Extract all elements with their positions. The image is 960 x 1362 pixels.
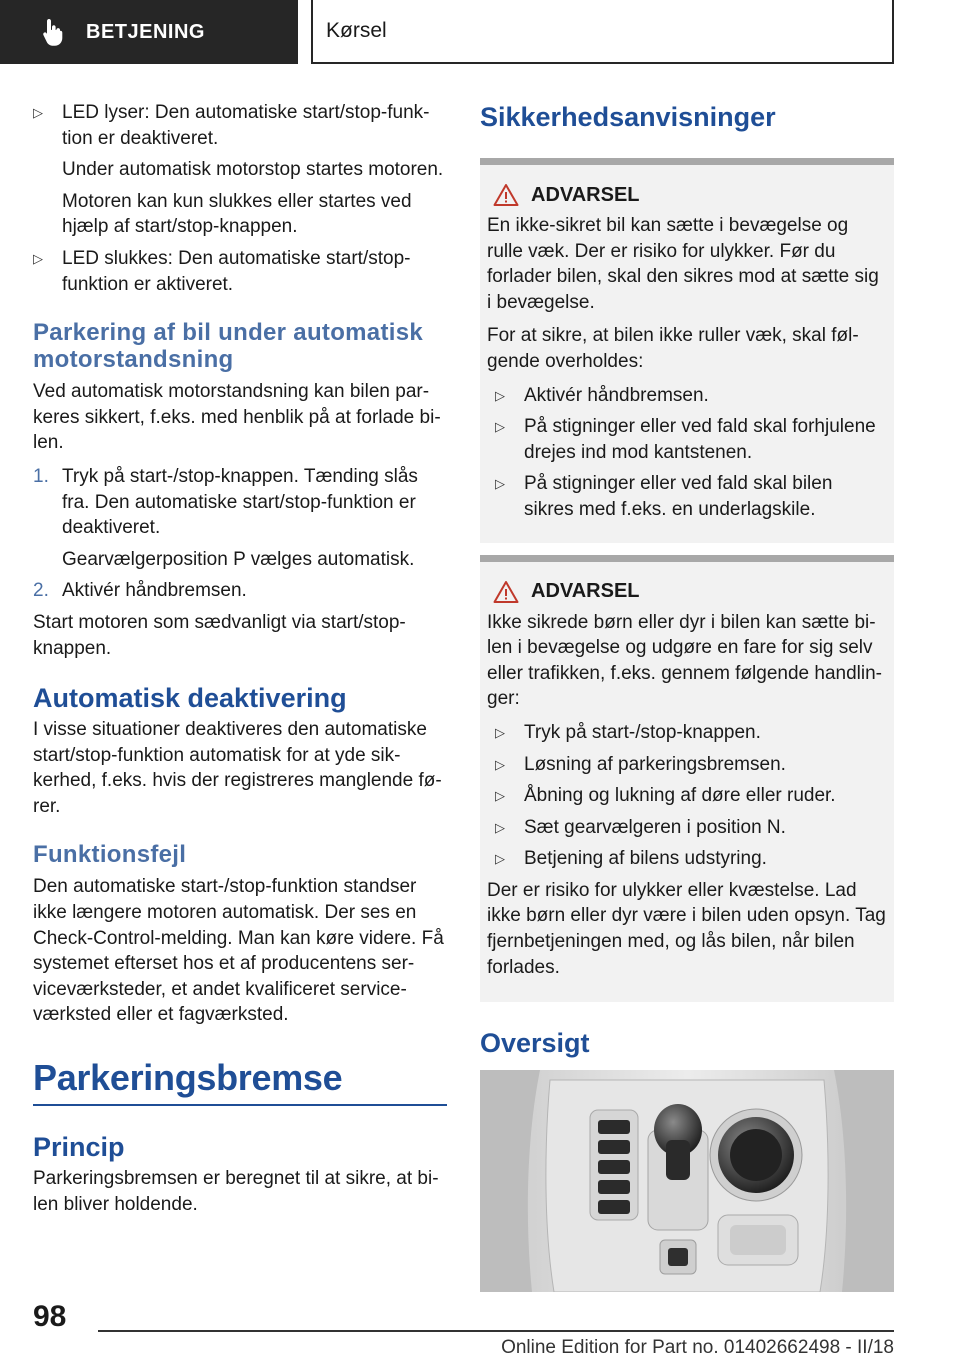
step-subtext: Gearvælgerposition P vælges automatisk. bbox=[62, 548, 415, 570]
step-number: 2. bbox=[33, 580, 49, 602]
triangle-bullet-icon: ▷ bbox=[33, 105, 43, 120]
auto-text: I visse situationer deaktiveres den automatiske start/stop-funktion automatisk for at yde sikkerhed, f.eks. hvis der registreres manglende fører. bbox=[33, 719, 442, 817]
warning-triangle-icon bbox=[493, 183, 519, 207]
list-item bbox=[495, 414, 887, 465]
safety-heading: Sikkerhedsanvisninger bbox=[480, 102, 776, 132]
fault-heading: Funktionsfejl bbox=[33, 841, 187, 869]
warning-box bbox=[480, 158, 894, 543]
list-item bbox=[495, 815, 887, 841]
principle-text: Parkeringsbremsen er beregnet til at sikre, at bilen bliver holdende. bbox=[33, 1168, 439, 1215]
list-item bbox=[495, 846, 887, 872]
triangle-bullet-icon: ▷ bbox=[495, 788, 505, 804]
warning-text: Der er risiko for ulykker eller kvæstelse. Lad ikke børn eller dyr være i bilen uden opsyn. Tag fjernbetjeningen med, og lås bilen, når bilen forlades. bbox=[487, 879, 886, 978]
list-item bbox=[495, 752, 887, 778]
bullet-text: Løsning af parkeringsbremsen. bbox=[524, 753, 786, 775]
step-text: Tryk på start-/stop-knappen. Tænding slås fra. Den automatiske start/stop-funktion er deaktiveret. bbox=[62, 465, 418, 539]
list-item bbox=[495, 471, 887, 522]
fault-text: Den automatiske start-/stop-funktion standser ikke længere motoren automatisk. Der ses en Check-Control-melding. Man kan køre videre. Få systemet efterset hos et af producentens serviceværksteder, et andet kvalificeret serviceværksted eller et fagværksted. bbox=[33, 876, 444, 1026]
bullet-text: LED slukkes: Den automatiske start/stop-funktion er aktiveret. bbox=[62, 247, 411, 295]
bullet-text: På stigninger eller ved fald skal bilen sikres med f.eks. en underlagskile. bbox=[524, 473, 833, 520]
triangle-bullet-icon: ▷ bbox=[495, 387, 505, 403]
step-item bbox=[33, 464, 447, 541]
principle-heading: Princip bbox=[33, 1132, 125, 1163]
left-column bbox=[33, 100, 447, 1225]
bullet-text: Sæt gearvælgeren i position N. bbox=[524, 816, 786, 838]
overview-heading: Oversigt bbox=[480, 1028, 590, 1059]
bullet-text: Aktivér håndbremsen. bbox=[524, 384, 709, 406]
bullet-subtext: Motoren kan kun slukkes eller startes ved hjælp af start/stop-knappen. bbox=[62, 190, 412, 238]
chapter-title: Kørsel bbox=[326, 19, 387, 42]
triangle-bullet-icon: ▷ bbox=[33, 250, 43, 266]
section-tab bbox=[0, 0, 298, 64]
warning-box bbox=[480, 555, 894, 1003]
page-number: 98 bbox=[33, 1300, 67, 1333]
parking-intro: Ved automatisk motorstandsning kan bilen parkeres sikkert, f.eks. med henblik på at forlade bilen. bbox=[33, 381, 441, 454]
warning-title: ADVARSEL bbox=[531, 580, 640, 603]
bullet-subtext: Under automatisk motorstop startes motoren. bbox=[62, 159, 444, 181]
center-console-image bbox=[480, 1070, 894, 1292]
warning-text: Ikke sikrede børn eller dyr i bilen kan sætte bilen i bevægelse og udgøre en fare for sig selv eller trafikken, f.eks. gennem følgende handlinger: bbox=[487, 611, 882, 710]
warning-text: En ikke-sikret bil kan sætte i bevægelse og rulle væk. Der er risiko for ulykker. Før du forlader bilen, skal den sikres mod at sætte sig i bevægelse. bbox=[487, 215, 879, 313]
step-item bbox=[33, 578, 447, 604]
footer-rule bbox=[98, 1330, 894, 1332]
bullet-text: Åbning og lukning af døre eller ruder. bbox=[524, 785, 836, 807]
brake-heading: Parkeringsbremse bbox=[33, 1058, 447, 1106]
list-item bbox=[495, 783, 887, 809]
bullet-text: På stigninger eller ved fald skal forhjulene drejes ind mod kantstenen. bbox=[524, 416, 876, 463]
warning-title: ADVARSEL bbox=[531, 183, 640, 206]
footer-edition: Online Edition for Part no. 01402662498 - II/18 bbox=[501, 1337, 894, 1358]
chapter-box bbox=[311, 0, 894, 64]
bullet-text: LED lyser: Den automatiske start/stop-funktion er deaktiveret. bbox=[62, 102, 430, 149]
parking-heading: Parkering af bil under automatisk motorstandsning bbox=[33, 319, 423, 374]
right-column bbox=[480, 100, 894, 1292]
warning-text: For at sikre, at bilen ikke ruller væk, skal følgende overholdes: bbox=[487, 325, 859, 372]
list-item bbox=[495, 383, 887, 409]
triangle-bullet-icon: ▷ bbox=[495, 851, 505, 867]
triangle-bullet-icon: ▷ bbox=[495, 476, 505, 492]
parking-outro: Start motoren som sædvanligt via start/stop-knappen. bbox=[33, 611, 406, 659]
triangle-bullet-icon: ▷ bbox=[495, 724, 505, 740]
hand-pointer-icon bbox=[40, 17, 66, 47]
warning-triangle-icon bbox=[493, 580, 519, 604]
list-item bbox=[33, 100, 447, 151]
auto-heading: Automatisk deaktivering bbox=[33, 683, 347, 714]
triangle-bullet-icon: ▷ bbox=[495, 756, 505, 772]
list-item bbox=[33, 246, 447, 297]
triangle-bullet-icon: ▷ bbox=[495, 819, 505, 835]
bullet-text: Tryk på start-/stop-knappen. bbox=[524, 721, 761, 743]
list-item bbox=[495, 720, 887, 746]
step-text: Aktivér håndbremsen. bbox=[62, 580, 247, 602]
triangle-bullet-icon: ▷ bbox=[495, 419, 505, 435]
step-number: 1. bbox=[33, 465, 49, 487]
bullet-text: Betjening af bilens udstyring. bbox=[524, 848, 767, 870]
section-title: BETJENING bbox=[86, 20, 205, 43]
